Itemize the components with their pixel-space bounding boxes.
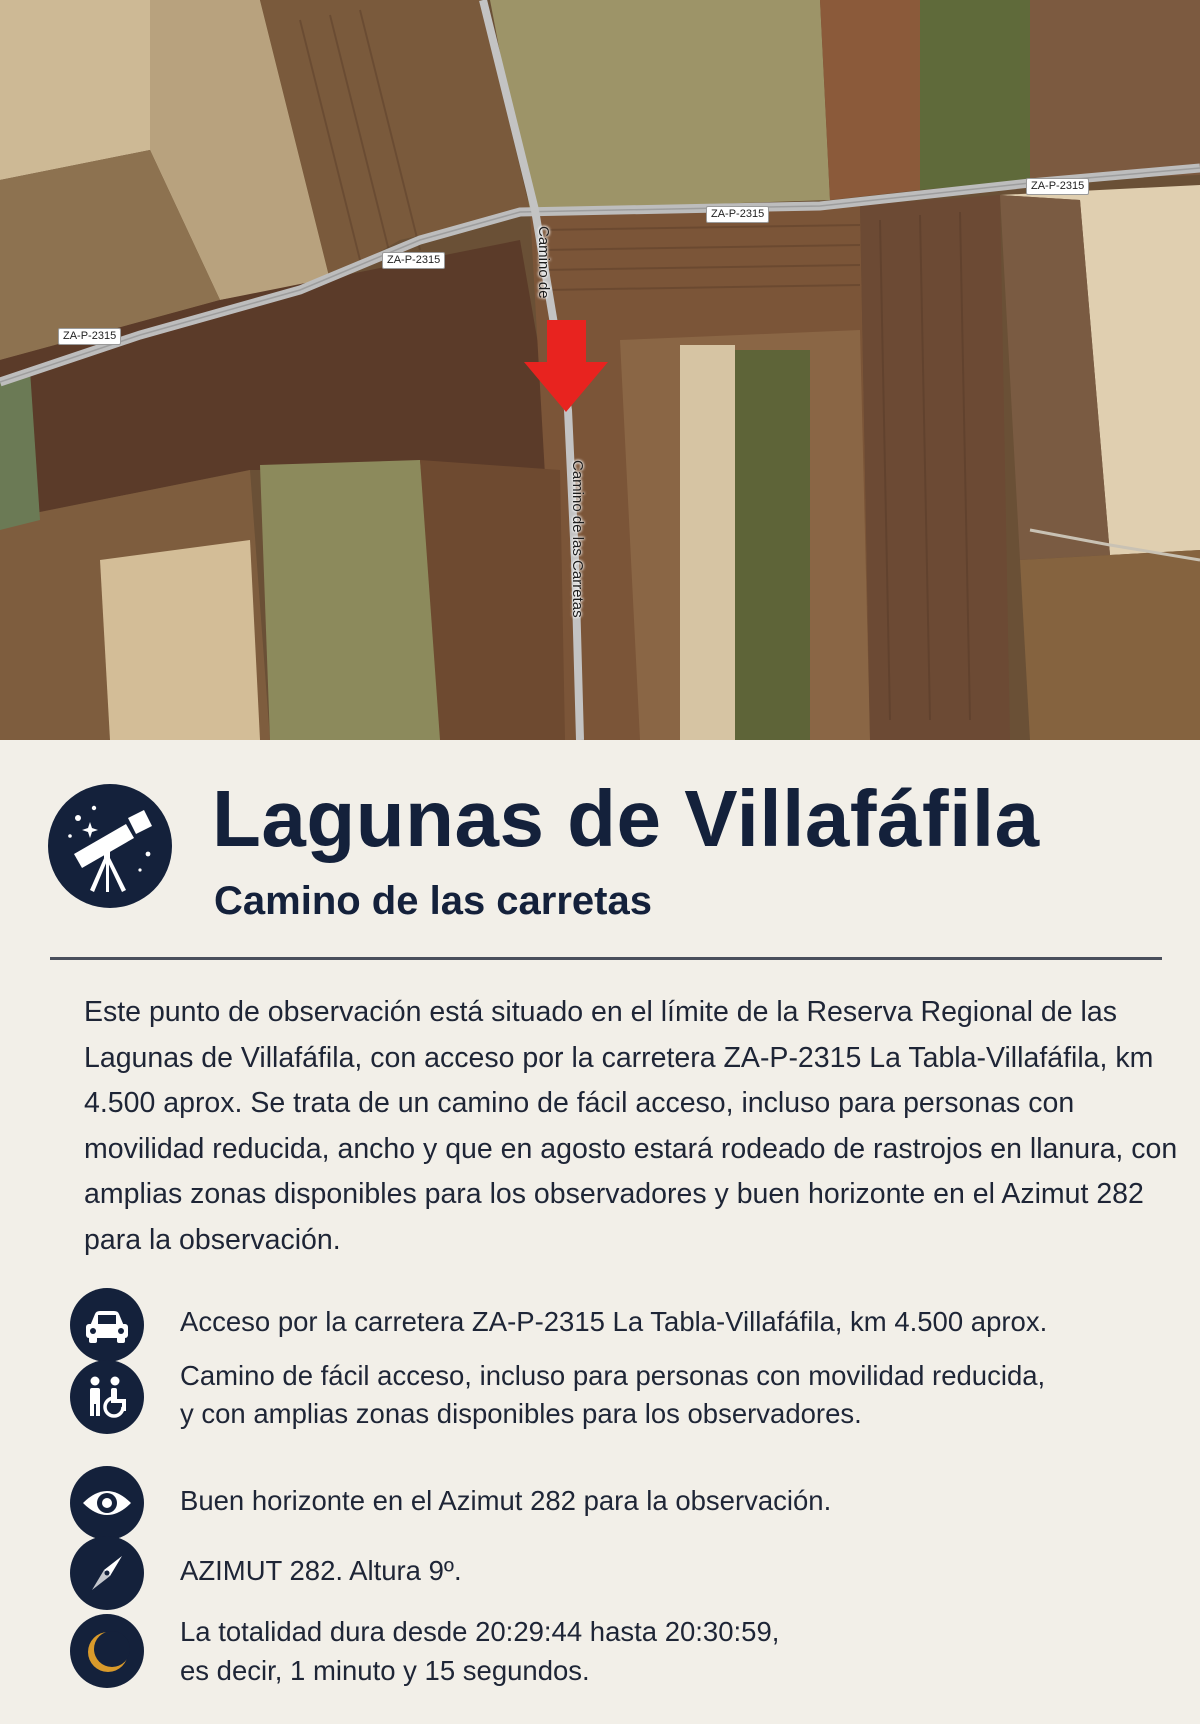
feature-accessibility-line-1: Camino de fácil acceso, incluso para personas con movilidad reducida, xyxy=(180,1360,1046,1391)
road-label: ZA-P-2315 xyxy=(58,328,121,345)
feature-accessibility-line-2: y con amplias zonas disponibles para los observadores. xyxy=(180,1398,862,1429)
accessibility-icon xyxy=(70,1360,144,1434)
eye-icon xyxy=(70,1466,144,1540)
page-subtitle: Camino de las carretas xyxy=(214,879,652,923)
divider xyxy=(50,957,1162,960)
feature-totality-line-1: La totalidad dura desde 20:29:44 hasta 20:30:59, xyxy=(180,1616,780,1647)
map-terrain xyxy=(0,0,1200,740)
telescope-icon xyxy=(48,784,172,908)
road-label: ZA-P-2315 xyxy=(1026,178,1089,195)
description-paragraph: Este punto de observación está situado en el límite de la Reserva Regional de las Lagunas de Villafáfila, con acceso por la carretera ZA-P-2315 La Tabla-Villafáfila, km 4.500 aprox. Se trata de un camino de fácil acceso, incluso para personas con movilidad reducida, ancho y que en agosto estará rodeado de rastrojos en llanura, con amplias zonas disponibles para los observadores y buen horizonte en el Azimut 282 para la observación. xyxy=(84,996,1178,1256)
track-label-lower: Camino de las Carretas xyxy=(569,460,586,618)
eclipse-icon xyxy=(70,1614,144,1688)
compass-icon xyxy=(70,1536,144,1610)
feature-horizon-text: Buen horizonte en el Azimut 282 para la observación. xyxy=(180,1485,832,1516)
satellite-map[interactable] xyxy=(0,0,1200,740)
feature-totality-line-2: es decir, 1 minuto y 15 segundos. xyxy=(180,1655,590,1686)
car-icon xyxy=(70,1288,144,1362)
page-title: Lagunas de Villafáfila xyxy=(212,774,1040,863)
road-label: ZA-P-2315 xyxy=(706,206,769,223)
track-label-upper: Camino de xyxy=(535,226,552,299)
road-label: ZA-P-2315 xyxy=(382,252,445,269)
feature-azimuth-text: AZIMUT 282. Altura 9º. xyxy=(180,1555,462,1586)
feature-access-text: Acceso por la carretera ZA-P-2315 La Tabla-Villafáfila, km 4.500 aprox. xyxy=(180,1306,1048,1337)
